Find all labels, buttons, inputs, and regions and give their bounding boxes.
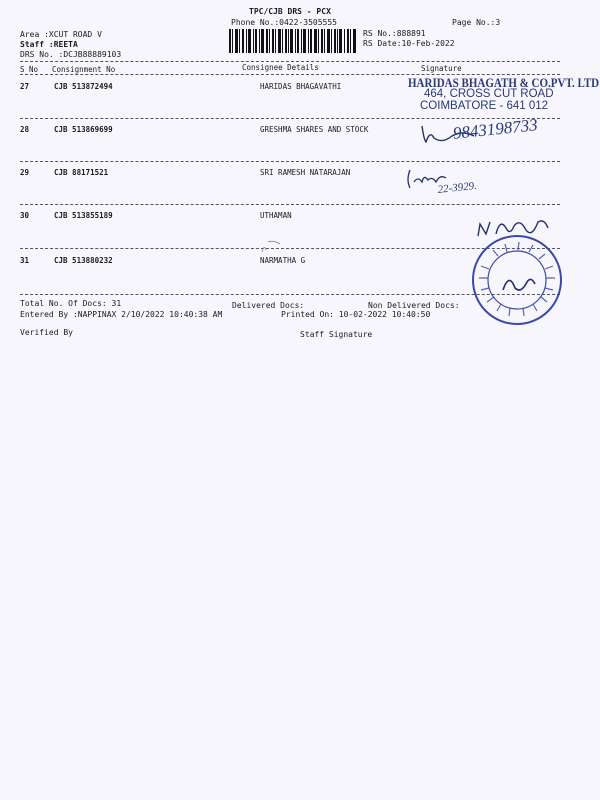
stamp-city: COIMBATORE - 641 012 (420, 100, 549, 112)
rs-number: RS No.:888891 (363, 29, 426, 38)
total-docs: Total No. Of Docs: 31 (20, 299, 122, 308)
row-consignment: CJB 88171521 (54, 168, 109, 177)
row-sno: 28 (20, 125, 30, 134)
row-consignee: HARIDAS BHAGAVATHI (260, 82, 342, 91)
row-divider (20, 118, 560, 119)
column-header-consignment: Consignment No (52, 65, 116, 74)
row-divider (20, 161, 560, 162)
area-label: Area :XCUT ROAD V (20, 30, 102, 39)
column-header-consignee: Consignee Details (242, 63, 319, 72)
delivered-docs: Delivered Docs: (232, 301, 305, 310)
row-consignee: UTHAMAN (260, 211, 292, 220)
row-divider (20, 204, 560, 205)
row-sno: 31 (20, 256, 30, 265)
header-divider-top (20, 61, 560, 62)
column-header-signature: Signature (421, 64, 462, 73)
entered-by: Entered By :NAPPINAX 2/10/2022 10:40:38 AM (20, 310, 223, 319)
row-consignee: SRI RAMESH NATARAJAN (260, 168, 351, 177)
non-delivered-docs: Non Delivered Docs: (368, 301, 460, 310)
row-consignment: CJB 513869699 (54, 125, 113, 134)
handwritten-note: 22-3929. (437, 179, 478, 196)
printed-on: Printed On: 10-02-2022 10:40:50 (281, 310, 431, 319)
staff-label: Staff :REETA (20, 40, 78, 49)
bank-round-stamp (469, 232, 565, 328)
stamp-address: 464, CROSS CUT ROAD (424, 88, 554, 100)
staff-signature-label: Staff Signature (300, 330, 373, 339)
phone-number: Phone No.:0422-3505555 (231, 18, 337, 27)
page-number: Page No.:3 (452, 18, 501, 27)
row-consignment: CJB 513855189 (54, 211, 113, 220)
rs-date: RS Date:10-Feb-2022 (363, 39, 455, 48)
row-consignee: NARMATHA G (260, 256, 306, 265)
barcode-image (229, 29, 357, 53)
row-sno: 29 (20, 168, 30, 177)
column-header-sno: S No (20, 65, 39, 74)
header-divider-bottom (20, 74, 560, 75)
row-consignee: GRESHMA SHARES AND STOCK (260, 125, 369, 134)
row-consignment: CJB 513872494 (54, 82, 113, 91)
drs-number: DRS No. :DCJB88889103 (20, 50, 122, 59)
stamp-company-name: HARIDAS BHAGATH & CO.PVT. LTD (408, 76, 600, 90)
row-sno: 30 (20, 211, 30, 220)
row-consignment: CJB 513880232 (54, 256, 113, 265)
row-sno: 27 (20, 82, 30, 91)
handwritten-phone: 9843198733 (452, 115, 539, 143)
report-title: TPC/CJB DRS - PCX (249, 7, 331, 16)
verified-by-label: Verified By (20, 328, 73, 337)
faint-mark (256, 238, 286, 256)
